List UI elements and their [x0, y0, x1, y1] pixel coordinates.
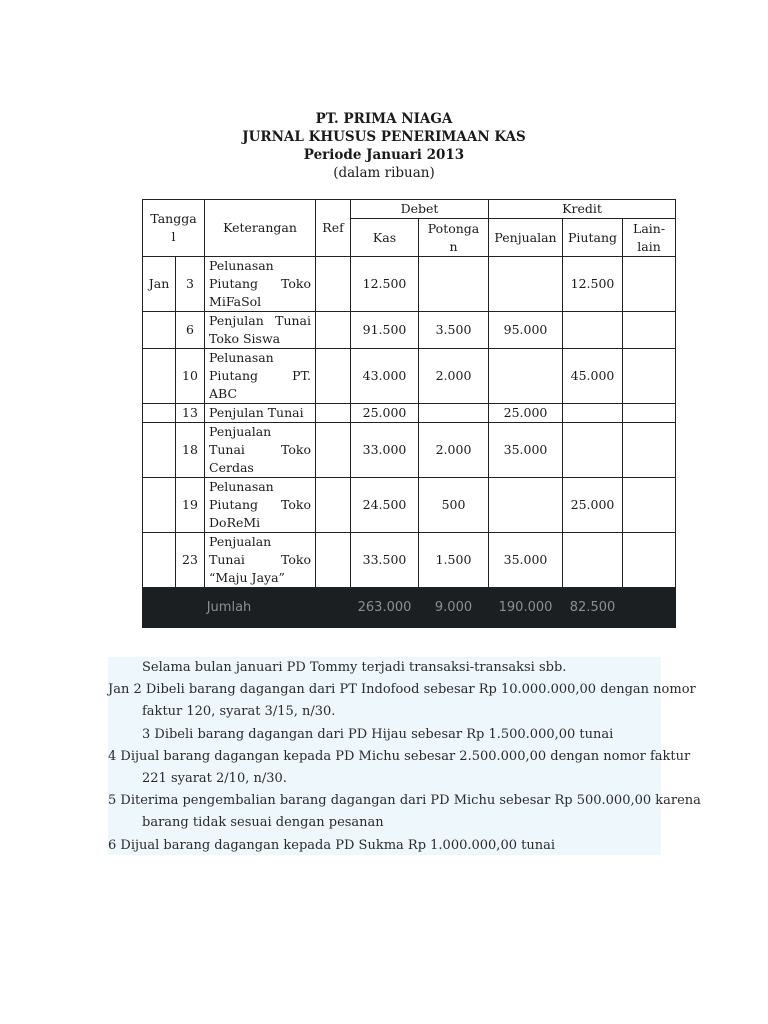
total-piutang: 82.500 — [563, 588, 623, 628]
table-row — [143, 257, 676, 312]
notes-intro: Selama bulan januari PD Tommy terjadi transaksi-transaksi sbb. — [142, 660, 567, 675]
cell-day: 13 — [176, 404, 205, 423]
note-transaction-3-cont: 221 syarat 2/10, n/30. — [142, 771, 287, 787]
cell-ref — [316, 349, 351, 404]
note-transaction-1-cont: faktur 120, syarat 3/15, n/30. — [142, 704, 336, 720]
cell-piutang: 12.500 — [563, 257, 623, 312]
cell-penjualan: 25.000 — [489, 404, 563, 423]
cell-month — [143, 349, 176, 404]
cell-lain-lain — [623, 423, 676, 478]
cell-keterangan: Penjualan Tunai Toko Cerdas — [205, 423, 316, 478]
cell-penjualan — [489, 257, 563, 312]
cell-potongan: 2.000 — [419, 349, 489, 404]
cell-kas: 33.500 — [351, 533, 419, 588]
cell-potongan: 2.000 — [419, 423, 489, 478]
cell-ref — [316, 312, 351, 349]
cell-lain-lain — [623, 404, 676, 423]
cell-month — [143, 312, 176, 349]
cell-penjualan: 95.000 — [489, 312, 563, 349]
total-kas: 263.000 — [351, 588, 419, 628]
note-transaction-4-cont: barang tidak sesuai dengan pesanan — [142, 815, 384, 831]
header-potongan: Potonga n — [419, 219, 489, 257]
table-row — [143, 478, 676, 533]
cell-day: 23 — [176, 533, 205, 588]
table-row — [143, 423, 676, 478]
cell-day: 10 — [176, 349, 205, 404]
cash-receipts-journal-table — [142, 199, 676, 628]
cell-penjualan — [489, 478, 563, 533]
cell-lain-lain — [623, 533, 676, 588]
cell-potongan: 3.500 — [419, 312, 489, 349]
cell-piutang — [563, 312, 623, 349]
cell-day: 3 — [176, 257, 205, 312]
header-keterangan: Keterangan — [205, 200, 316, 257]
header-penjualan: Penjualan — [489, 219, 563, 257]
cell-kas: 24.500 — [351, 478, 419, 533]
cell-keterangan: Penjualan Tunai Toko “Maju Jaya” — [205, 533, 316, 588]
cell-lain-lain — [623, 478, 676, 533]
cell-kas: 33.000 — [351, 423, 419, 478]
cell-piutang: 25.000 — [563, 478, 623, 533]
cell-keterangan: Pelunasan Piutang Toko DoReMi — [205, 478, 316, 533]
cell-penjualan: 35.000 — [489, 423, 563, 478]
note-transaction-2: 3 Dibeli barang dagangan dari PD Hijau sebesar Rp 1.500.000,00 tunai — [142, 726, 614, 742]
cell-day: 6 — [176, 312, 205, 349]
note-transaction-3: 4 Dijual barang dagangan kepada PD Michu sebesar 2.500.000,00 dengan nomor faktur — [108, 748, 691, 764]
cell-day: 19 — [176, 478, 205, 533]
header-kredit: Kredit — [489, 200, 676, 219]
header-kas: Kas — [351, 219, 419, 257]
journal-title: JURNAL KHUSUS PENERIMAAN KAS — [242, 129, 526, 145]
total-potongan: 9.000 — [419, 588, 489, 628]
cell-ref — [316, 478, 351, 533]
total-row — [143, 588, 676, 628]
table-row — [143, 312, 676, 349]
cell-ref — [316, 404, 351, 423]
total-label: Jumlah — [143, 588, 316, 628]
note-transaction-1: Jan 2 Dibeli barang dagangan dari PT Indofood sebesar Rp 10.000.000,00 dengan nomor — [108, 682, 696, 698]
header-tanggal: Tangga l — [143, 200, 205, 257]
cell-penjualan — [489, 349, 563, 404]
table-row — [143, 349, 676, 404]
journal-period: Periode Januari 2013 — [303, 147, 465, 163]
cell-piutang — [563, 533, 623, 588]
cell-potongan: 1.500 — [419, 533, 489, 588]
cell-kas: 43.000 — [351, 349, 419, 404]
header-ref: Ref — [316, 200, 351, 257]
table-row — [143, 404, 676, 423]
note-transaction-4: 5 Diterima pengembalian barang dagangan dari PD Michu sebesar Rp 500.000,00 karena — [108, 793, 701, 809]
cell-ref — [316, 257, 351, 312]
cell-kas: 25.000 — [351, 404, 419, 423]
header-lain-lain: Lain-lain — [623, 219, 676, 257]
note-transaction-5: 6 Dijual barang dagangan kepada PD Sukma Rp 1.000.000,00 tunai — [108, 837, 555, 853]
cell-kas: 12.500 — [351, 257, 419, 312]
cell-ref — [316, 423, 351, 478]
cell-day: 18 — [176, 423, 205, 478]
total-penjualan: 190.000 — [489, 588, 563, 628]
journal-unit: (dalam ribuan) — [333, 165, 435, 181]
cell-piutang — [563, 404, 623, 423]
cell-lain-lain — [623, 312, 676, 349]
cell-piutang: 45.000 — [563, 349, 623, 404]
company-name: PT. PRIMA NIAGA — [315, 111, 453, 127]
cell-piutang — [563, 423, 623, 478]
cell-keterangan: Pelunasan Piutang PT. ABC — [205, 349, 316, 404]
cell-lain-lain — [623, 257, 676, 312]
cell-month — [143, 533, 176, 588]
cell-keterangan: Penjulan Tunai Toko Siswa — [205, 312, 316, 349]
total-lain-lain — [623, 588, 676, 628]
cell-lain-lain — [623, 349, 676, 404]
cell-kas: 91.500 — [351, 312, 419, 349]
cell-potongan — [419, 404, 489, 423]
cell-month — [143, 423, 176, 478]
cell-ref — [316, 533, 351, 588]
header-piutang: Piutang — [563, 219, 623, 257]
cell-penjualan: 35.000 — [489, 533, 563, 588]
cell-potongan: 500 — [419, 478, 489, 533]
cell-potongan — [419, 257, 489, 312]
cell-month — [143, 478, 176, 533]
cell-month — [143, 404, 176, 423]
cell-keterangan: Pelunasan Piutang Toko MiFaSol — [205, 257, 316, 312]
header-debet: Debet — [351, 200, 489, 219]
transaction-notes — [108, 657, 701, 855]
table-row — [143, 533, 676, 588]
cell-keterangan: Penjulan Tunai — [205, 404, 316, 423]
total-ref — [316, 588, 351, 628]
cell-month: Jan — [143, 257, 176, 312]
